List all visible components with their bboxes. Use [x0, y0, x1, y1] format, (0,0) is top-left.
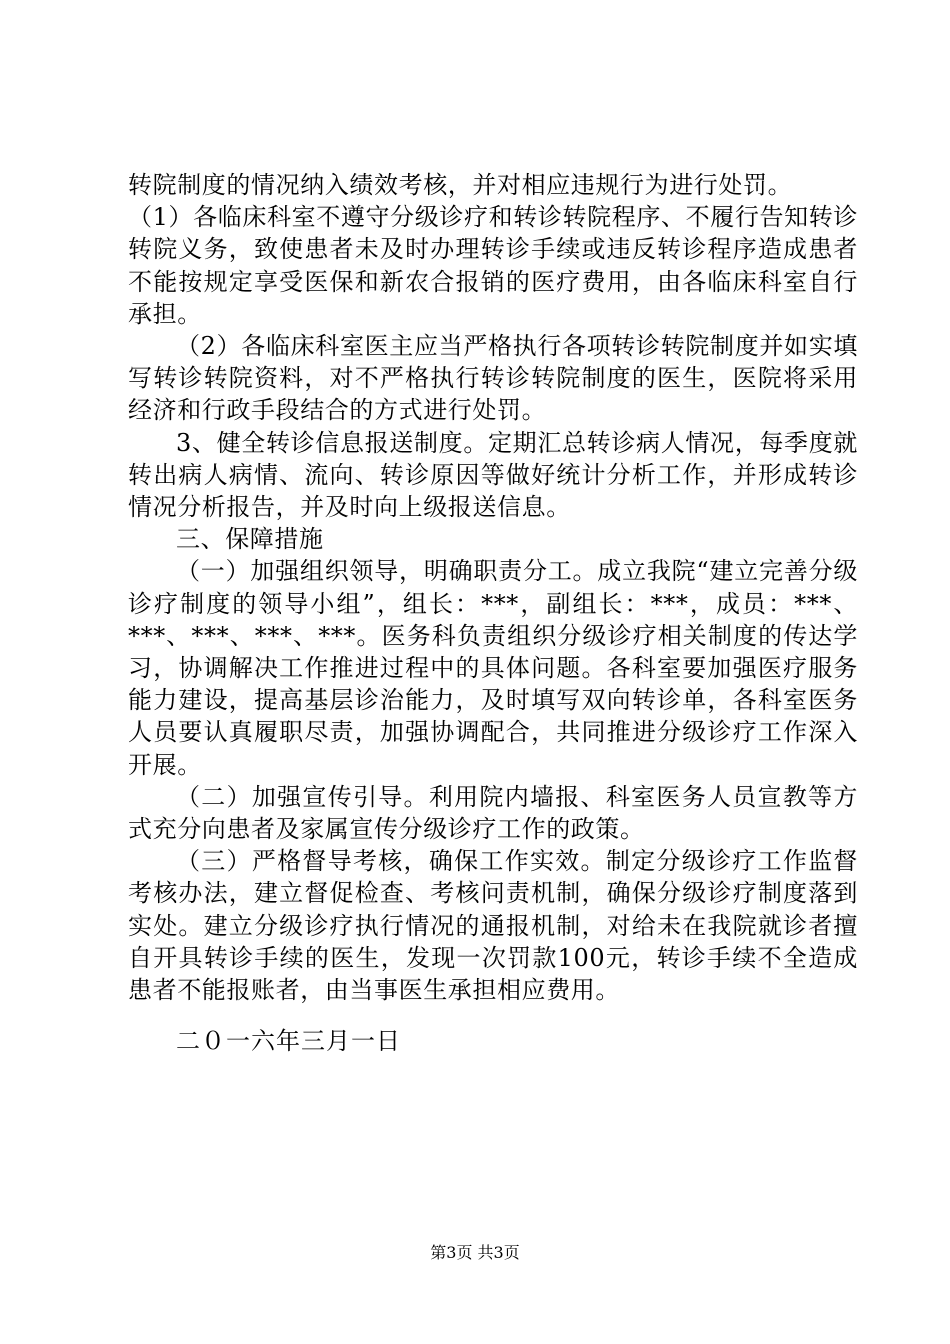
- section-heading-safeguards: 三、保障措施: [176, 525, 324, 554]
- paragraph-measure-1: （一）加强组织领导，明确职责分工。成立我院“建立完善分级诊疗制度的领导小组”，组长：***，副组长：***，成员：***、***、***、***、***。医务科负责组织分级诊疗相关制度的传达学习，协调解决工作推进过程中的具体问题。各科室要加强医疗服务能力建设，提高基层诊治能力，及时填写双向转诊单，各科室医务人员要认真履职尽责，加强协调配合，共同推进分级诊疗工作深入开展。: [128, 557, 858, 779]
- paragraph-item-1: （1）各临床科室不遵守分级诊疗和转诊转院程序、不履行告知转诊转院义务，致使患者未及时办理转诊手续或违反转诊程序造成患者不能按规定享受医保和新农合报销的医疗费用，由各临床科室自行承担。: [128, 203, 858, 328]
- document-date: 二０一六年三月一日: [176, 1027, 401, 1055]
- document-body: [128, 169, 858, 1006]
- paragraph-item-2: （2）各临床科室医主应当严格执行各项转诊转院制度并如实填写转诊转院资料，对不严格执行转诊转院制度的医生，医院将采用经济和行政手段结合的方式进行处罚。: [128, 332, 858, 425]
- paragraph-item-3: 3、健全转诊信息报送制度。定期汇总转诊病人情况，每季度就转出病人病情、流向、转诊原因等做好统计分析工作，并形成转诊情况分析报告，并及时向上级报送信息。: [128, 428, 858, 522]
- paragraph-measure-3: （三）严格督导考核，确保工作实效。制定分级诊疗工作监督考核办法，建立督促检查、考核问责机制，确保分级诊疗制度落到实处。建立分级诊疗执行情况的通报机制，对给未在我院就诊者擅自开具转诊手续的医生，发现一次罚款100元，转诊手续不全造成患者不能报账者，由当事医生承担相应费用。: [128, 847, 858, 1005]
- paragraph-measure-2: （二）加强宣传引导。利用院内墙报、科室医务人员宣教等方式充分向患者及家属宣传分级诊疗工作的政策。: [128, 782, 858, 844]
- page-footer: 第3页 共3页: [430, 1243, 520, 1262]
- paragraph-continuation: 转院制度的情况纳入绩效考核，并对相应违规行为进行处罚。: [128, 171, 793, 199]
